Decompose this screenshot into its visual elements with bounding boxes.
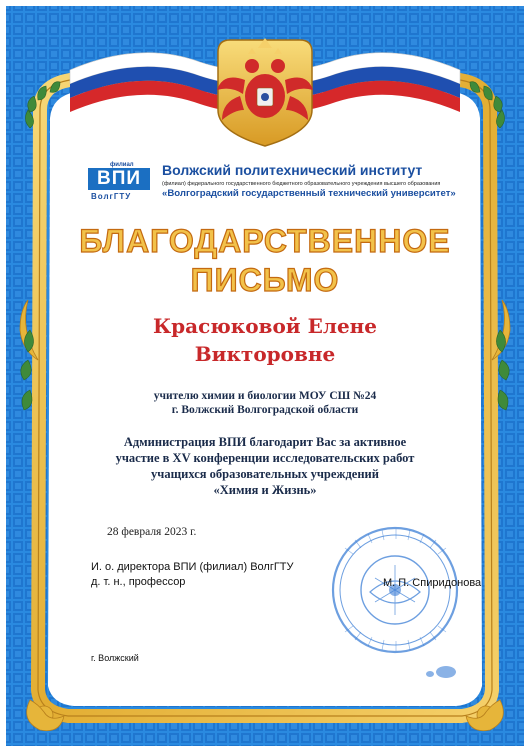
recipient-position-line1: учителю химии и биологии МОУ СШ №24 xyxy=(153,390,377,402)
recipient-name-line2: Викторовне xyxy=(194,342,336,366)
gratitude-text-line1: Администрация ВПИ благодарит Вас за активное xyxy=(123,435,407,449)
document-title-line2: ПИСЬМО xyxy=(190,262,340,298)
logo-bottom-text: ВолгГТУ xyxy=(91,192,132,201)
recipient-position-line2: г. Волжский Волгоградской области xyxy=(171,404,359,416)
institute-subtitle: (филиал) федерального государственного бюджетного образовательного учреждения высшего образования xyxy=(162,181,441,187)
city-label: г. Волжский xyxy=(91,653,139,663)
gratitude-text-line4: «Химия и Жизнь» xyxy=(213,483,317,497)
logo-top-text: филиал xyxy=(110,162,134,168)
gratitude-text-line2: участие в XV конференции исследовательских работ xyxy=(115,451,415,465)
institute-name: Волжский политехнический институт xyxy=(162,162,423,178)
logo-main-text: ВПИ xyxy=(88,168,150,190)
recipient-name-line1: Красюковой Елене xyxy=(152,314,378,338)
signer-name: М. П. Спиридонова xyxy=(383,577,482,589)
signer-title-line2: д. т. н., профессор xyxy=(91,576,186,588)
signer-title-line1: И. о. директора ВПИ (филиал) ВолгГТУ xyxy=(91,561,294,573)
document-title-line1: БЛАГОДАРСТВЕННОЕ xyxy=(79,223,451,259)
gratitude-text-line3: учащихся образовательных учреждений xyxy=(151,467,379,481)
university-name: «Волгоградский государственный технический университет» xyxy=(162,188,456,199)
issue-date: 28 февраля 2023 г. xyxy=(107,526,197,538)
